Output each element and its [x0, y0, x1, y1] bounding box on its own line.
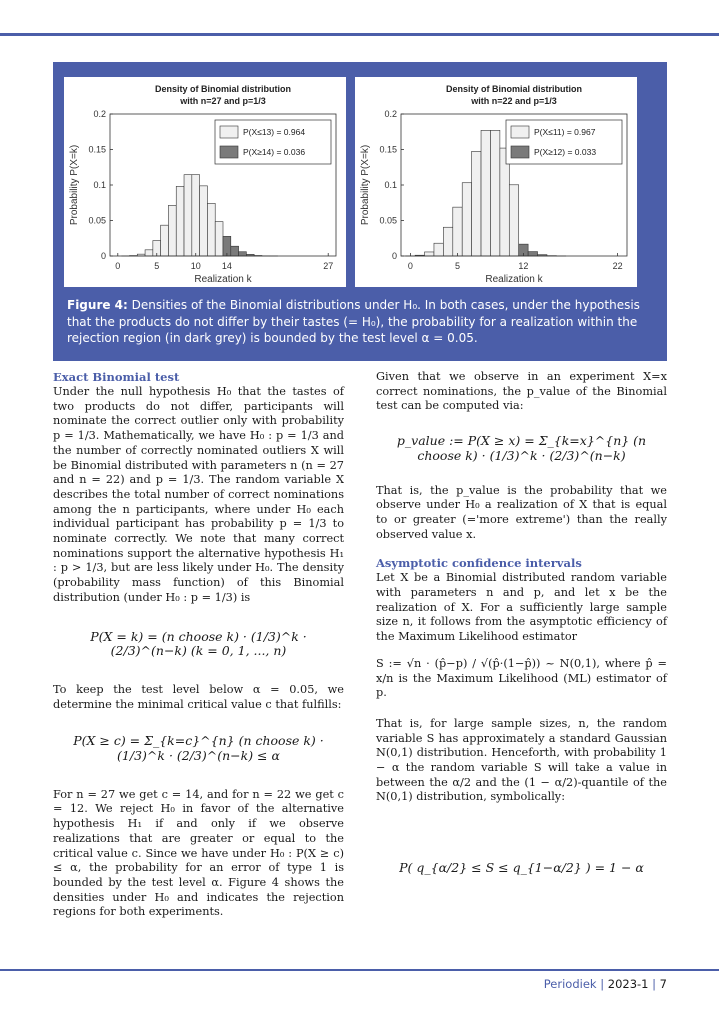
- chart-n22-svg: [355, 77, 637, 287]
- footer-sep-2: |: [652, 977, 660, 991]
- chart-bar: [168, 205, 176, 256]
- y-tick-label: 0.2: [384, 109, 397, 119]
- chart-bar: [462, 183, 471, 256]
- chart-bar: [509, 185, 518, 256]
- left-paragraph-1: Under the null hypothesis H₀ that the tastes of two products do not differ, participants will nominate the correct outlier only with probability p = 1/3. Mathematically, we have H₀ : p = 1/3 and the number of correctly nominated outliers X will be Binomial distributed with parameters n (n = 27 and n = 22) and p = 1/3. The random variable X describes the total number of correct nominations among the n participants, where under H₀ each individual participant has probability p = 1/3 to nominate correctly. We note that many correct nominations support the alternative hypothesis H₁ : p > 1/3, but are less likely under H₀. The density (probability mass function) of this Binomial distribution (under H₀ : p = 1/3) is: [53, 385, 344, 604]
- left-paragraph-3: For n = 27 we get c = 14, and for n = 22 we get c = 12. We reject H₀ in favor of the alternative hypothesis H₁ if and only if we observe realizations that are greater or equal to the critical value c. Since we have under H₀ : P(X ≥ c) ≤ α, the probability for an error of type 1 is bounded by the test level α. Figure 4 shows the densities under H₀ and indicates the rejection regions for both experiments.: [53, 787, 344, 919]
- figure-4: [53, 62, 667, 361]
- legend-swatch: [220, 126, 238, 138]
- legend-swatch: [511, 126, 529, 138]
- legend-entry: P(X≥12) = 0.033: [534, 147, 597, 157]
- chart-bar: [161, 225, 169, 256]
- footer-journal: Periodiek: [543, 977, 597, 991]
- y-tick-label: 0.05: [379, 215, 397, 226]
- heading-exact-binomial: Exact Binomial test: [53, 370, 180, 384]
- chart-bar: [472, 151, 481, 256]
- legend-entry: P(X≤13) = 0.964: [243, 127, 306, 137]
- y-tick-label: 0.15: [379, 144, 397, 155]
- chart-bar: [145, 250, 153, 256]
- equation-quantile: P( q_{α/2} ≤ S ≤ q_{1−α/2} ) = 1 − α: [399, 860, 644, 876]
- x-tick-label: 5: [454, 261, 461, 271]
- chart-title: Density of Binomial distribution: [445, 84, 583, 94]
- chart-bar: [481, 130, 490, 256]
- x-tick-label: 27: [323, 261, 334, 271]
- equation-critical: P(X ≥ c) = Σ_{k=c}^{n} (n choose k) · (1/3)^k · (2/3)^(n−k) ≤ α: [73, 733, 324, 764]
- x-tick-label: 22: [612, 261, 623, 271]
- chart-bar: [176, 186, 184, 256]
- caption-label: Figure 4:: [67, 298, 128, 312]
- left-column: [53, 370, 344, 920]
- chart-bar: [490, 130, 499, 256]
- x-tick-label: 0: [115, 261, 121, 271]
- x-axis-label: Realization k: [194, 274, 252, 285]
- legend-entry: P(X≤11) = 0.967: [534, 127, 596, 137]
- legend-swatch: [511, 146, 529, 158]
- figure-caption: [67, 297, 657, 347]
- equation-pvalue: p_value := P(X ≥ x) = Σ_{k=x}^{n} (n choose k) · (1/3)^k · (2/3)^(n−k): [396, 433, 647, 463]
- footer-issue: 2023-1: [607, 977, 649, 991]
- y-tick-label: 0: [391, 251, 397, 261]
- chart-bar: [215, 222, 223, 256]
- y-tick-label: 0.1: [93, 180, 106, 190]
- chart-n22: [355, 77, 637, 287]
- x-tick-label: 5: [154, 261, 160, 271]
- chart-bar: [231, 246, 239, 256]
- chart-bar: [443, 227, 452, 256]
- right-paragraph-4: That is, for large sample sizes, n, the random variable S has approximately a standard Gaussian N(0,1) distribution. Henceforth, with probability 1 − α the random variable S will take a value in between the α/2 and the (1 − α/2)-quantile of the N(0,1) distribution, symbolically:: [376, 716, 667, 804]
- bottom-rule: [0, 969, 719, 971]
- chart-bar: [184, 175, 192, 256]
- x-tick-label: 10: [190, 261, 201, 271]
- footer-page: 7: [659, 977, 667, 991]
- chart-subtitle: with n=22 and p=1/3: [471, 96, 557, 106]
- x-tick-label: 0: [407, 261, 413, 271]
- chart-bar: [207, 203, 215, 256]
- footer: [544, 977, 667, 991]
- heading-asymptotic: Asymptotic confidence intervals: [376, 556, 582, 571]
- right-column: [376, 370, 667, 876]
- x-tick-label: 12: [518, 261, 529, 271]
- chart-bar: [528, 252, 537, 256]
- chart-n27-svg: [64, 77, 346, 287]
- footer-sep-1: |: [600, 977, 608, 991]
- chart-subtitle: with n=27 and p=1/3: [180, 96, 266, 106]
- y-tick-label: 0.2: [93, 109, 106, 119]
- x-axis-label: Realization k: [485, 274, 543, 285]
- caption-text: Densities of the Binomial distributions under H₀. In both cases, under the hypothesis that the products do not differ by their tastes (= H₀), the probability for a realization within the rejection region (in dark grey) is bounded by the test level α = 0.05.: [67, 298, 640, 345]
- y-tick-label: 0.15: [88, 144, 106, 155]
- legend-entry: P(X≥14) = 0.036: [243, 147, 306, 157]
- chart-bar: [425, 252, 434, 256]
- equation-density: P(X = k) = (n choose k) · (1/3)^k · (2/3)^(n−k) (k = 0, 1, ..., n): [90, 628, 307, 659]
- chart-bar: [239, 252, 247, 256]
- y-axis-label: Probability P(X=k): [69, 144, 80, 226]
- equation-s-statistic: S := √n · (p̂−p) / √(p̂·(1−p̂)) ~ N(0,1), where p̂ = x/n is the Maximum Likelihood (ML) estimator of p.: [376, 656, 667, 700]
- y-tick-label: 0: [100, 251, 106, 261]
- top-rule: [0, 33, 719, 36]
- right-paragraph-1: Given that we observe in an experiment X=x correct nominations, the p_value of the Binomial test can be computed via:: [376, 370, 667, 413]
- right-paragraph-2: That is, the p_value is the probability that we observe under H₀ a realization of X that is equal to or greater (='more extreme') than the really observed value x.: [376, 483, 667, 541]
- chart-bar: [192, 175, 200, 256]
- chart-bar: [200, 186, 208, 256]
- x-tick-label: 14: [221, 261, 232, 271]
- chart-n27: [64, 77, 346, 287]
- y-axis-label: Probability P(X=k): [360, 144, 371, 226]
- y-tick-label: 0.05: [88, 215, 106, 226]
- left-paragraph-2: To keep the test level below α = 0.05, we determine the minimal critical value c that fulfills:: [53, 682, 344, 711]
- chart-title: Density of Binomial distribution: [154, 84, 292, 94]
- y-tick-label: 0.1: [384, 180, 397, 190]
- chart-bar: [453, 207, 462, 256]
- right-paragraph-3: Let X be a Binomial distributed random variable with parameters n and p, and let x be the realization of X. For a sufficiently large sample size n, it follows from the asymptotic efficiency of the Maximum Likelihood estimator: [376, 571, 667, 644]
- legend-swatch: [220, 146, 238, 158]
- chart-bar: [434, 243, 443, 256]
